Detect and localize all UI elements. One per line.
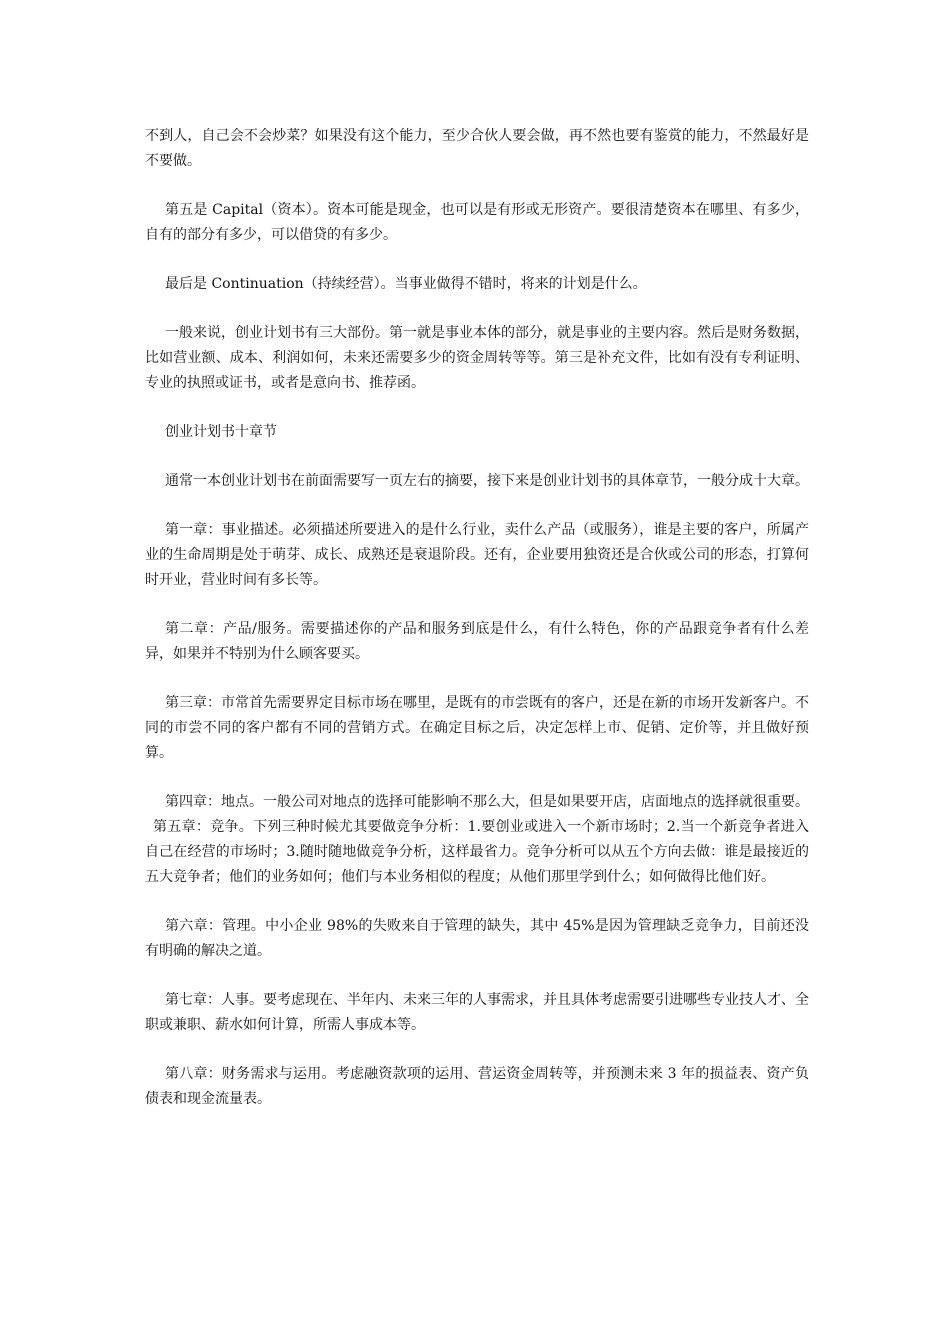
document-body bbox=[145, 124, 809, 1136]
paragraph-chapter-5: 第五章：竞争。下列三种时候尤其要做竞争分析：1.要创业或进入一个新市场时；2.当一个新竞争者进入自己在经营的市场时；3.随时随地做竞争分析，这样最省力。竞争分析可以从五个方向去做：谁是最接近的五大竞争者；他们的业务如何；他们与本业务相似的程度；从他们那里学到什么；如何做得比他们好。 bbox=[145, 819, 809, 885]
section-heading: 创业计划书十章节 bbox=[165, 424, 277, 440]
paragraph-chapter-7: 第七章：人事。要考虑现在、半年内、未来三年的人事需求，并且具体考虑需要引进哪些专业技人才、全职或兼职、薪水如何计算，所需人事成本等。 bbox=[145, 992, 809, 1033]
paragraph-chapter-6: 第六章：管理。中小企业 98%的失败来自于管理的缺失，其中 45%是因为管理缺乏竞争力，目前还没有明确的解决之道。 bbox=[145, 918, 809, 959]
paragraph-continued: 不到人，自己会不会炒菜？如果没有这个能力，至少合伙人要会做，再不然也要有鉴赏的能力，不然最好是不要做。 bbox=[145, 128, 809, 169]
paragraph-chapter-2: 第二章：产品/服务。需要描述你的产品和服务到底是什么，有什么特色，你的产品跟竞争者有什么差异，如果并不特别为什么顾客要买。 bbox=[145, 621, 809, 662]
paragraph-chapter-4: 第四章：地点。一般公司对地点的选择可能影响不那么大，但是如果要开店，店面地点的选择就很重要。 bbox=[165, 794, 809, 810]
paragraph-capital: 第五是 Capital（资本）。资本可能是现金，也可以是有形或无形资产。要很清楚资本在哪里、有多少，自有的部分有多少，可以借贷的有多少。 bbox=[145, 202, 809, 243]
paragraph-summary: 通常一本创业计划书在前面需要写一页左右的摘要，接下来是创业计划书的具体章节，一般分成十大章。 bbox=[165, 473, 809, 489]
paragraph-chapter-1: 第一章：事业描述。必须描述所要进入的是什么行业，卖什么产品（或服务），谁是主要的客户，所属产业的生命周期是处于萌芽、成长、成熟还是衰退阶段。还有，企业要用独资还是合伙或公司的形态，打算何时开业，营业时间有多长等。 bbox=[145, 522, 809, 588]
paragraph-chapter-3: 第三章：市常首先需要界定目标市场在哪里，是既有的市尝既有的客户，还是在新的市场开发新客户。不同的市尝不同的客户都有不同的营销方式。在确定目标之后，决定怎样上市、促销、定价等，并且做好预算。 bbox=[145, 695, 809, 761]
paragraph-three-parts: 一般来说，创业计划书有三大部份。第一就是事业本体的部分，就是事业的主要内容。然后是财务数据，比如营业额、成本、利润如何，未来还需要多少的资金周转等等。第三是补充文件，比如有没有专利证明、专业的执照或证书，或者是意向书、推荐函。 bbox=[145, 325, 809, 391]
paragraph-chapter-8: 第八章：财务需求与运用。考虑融资款项的运用、营运资金周转等，并预测未来 3 年的损益表、资产负债表和现金流量表。 bbox=[145, 1066, 809, 1107]
paragraph-continuation: 最后是 Continuation（持续经营）。当事业做得不错时，将来的计划是什么。 bbox=[165, 276, 647, 292]
